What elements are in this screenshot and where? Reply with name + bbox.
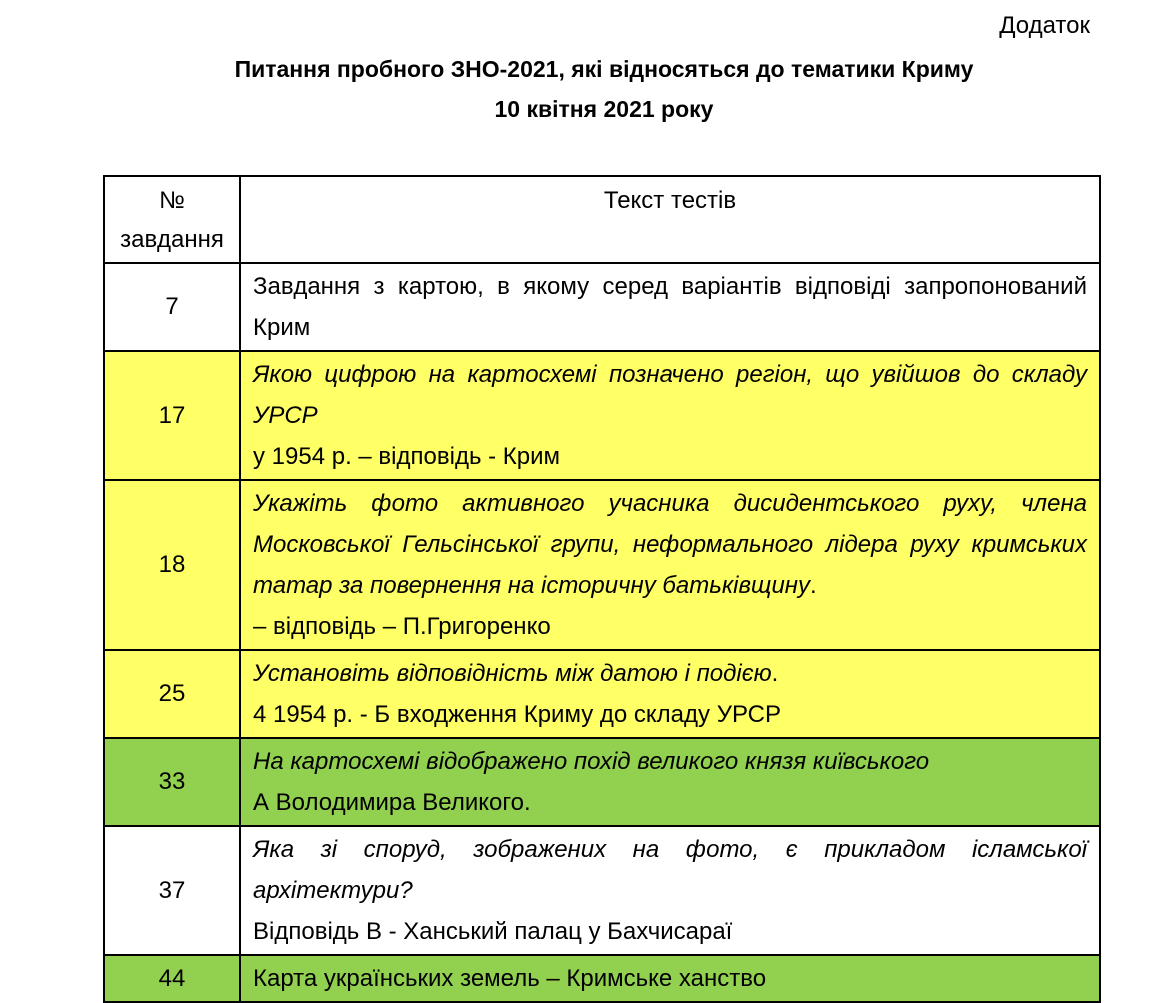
- table-row: [104, 650, 1100, 738]
- task-text: [240, 955, 1100, 1002]
- answer-text: Карта українських земель – Кримське ханство: [253, 965, 767, 992]
- question-text: Установіть відповідність між датою і подією: [253, 660, 772, 687]
- question-text: Завдання з картою, в якому серед варіантів відповіді запропонований Крим: [253, 273, 1087, 341]
- question-text: Якою цифрою на картосхемі позначено регіон, що увійшов до складу УРСР: [253, 361, 1087, 429]
- table-row: [104, 480, 1100, 650]
- header-number-symbol: №: [159, 187, 185, 214]
- task-number: 33: [104, 738, 240, 826]
- table-row: [104, 826, 1100, 955]
- table-row: [104, 738, 1100, 826]
- answer-text: Відповідь В - Ханський палац у Бахчисараї: [253, 918, 733, 945]
- answer-text: у 1954 р. – відповідь - Крим: [253, 443, 561, 470]
- table-row: [104, 263, 1100, 351]
- document-title: Питання пробного ЗНО-2021, які відносяться до тематики Криму: [234, 56, 974, 82]
- task-number: 44: [104, 955, 240, 1002]
- task-number: 18: [104, 480, 240, 650]
- header-number: [104, 176, 240, 263]
- task-number: 37: [104, 826, 240, 955]
- task-number: 7: [104, 263, 240, 351]
- task-text: [240, 351, 1100, 480]
- questions-table: [103, 175, 1101, 1003]
- task-text: [240, 738, 1100, 826]
- header-number-label: завдання: [120, 226, 224, 253]
- question-text: На картосхемі відображено похід великого князя київського: [253, 748, 930, 775]
- header-text: Текст тестів: [240, 176, 1100, 263]
- task-number: 25: [104, 650, 240, 738]
- table-row: [104, 351, 1100, 480]
- table-row: [104, 955, 1100, 1002]
- appendix-label: Додаток: [999, 12, 1090, 39]
- task-text: [240, 826, 1100, 955]
- task-text: Укажіть фото активного учасника дисидентського руху, члена Московської Гельсінської групи, неформального лідера руху кримських татар за повернення на історичну батьківщину. – відповідь – П.Григоренко: [240, 480, 1100, 650]
- task-text: Установіть відповідність між датою і подією. 4 1954 р. - Б входження Криму до складу УРСР: [240, 650, 1100, 738]
- answer-text: – відповідь – П.Григоренко: [253, 613, 551, 640]
- answer-text: 4 1954 р. - Б входження Криму до складу УРСР: [253, 701, 782, 728]
- task-text: [240, 263, 1100, 351]
- table-header-row: [104, 176, 1100, 263]
- document-date: 10 квітня 2021 року: [494, 96, 714, 122]
- task-number: 17: [104, 351, 240, 480]
- question-text: Яка зі споруд, зображених на фото, є прикладом ісламської архітектури?: [253, 836, 1087, 904]
- question-text: Укажіть фото активного учасника дисидентського руху, члена Московської Гельсінської групи, неформального лідера руху кримських татар за повернення на історичну батьківщину: [253, 490, 1087, 599]
- answer-text: А Володимира Великого.: [253, 789, 531, 816]
